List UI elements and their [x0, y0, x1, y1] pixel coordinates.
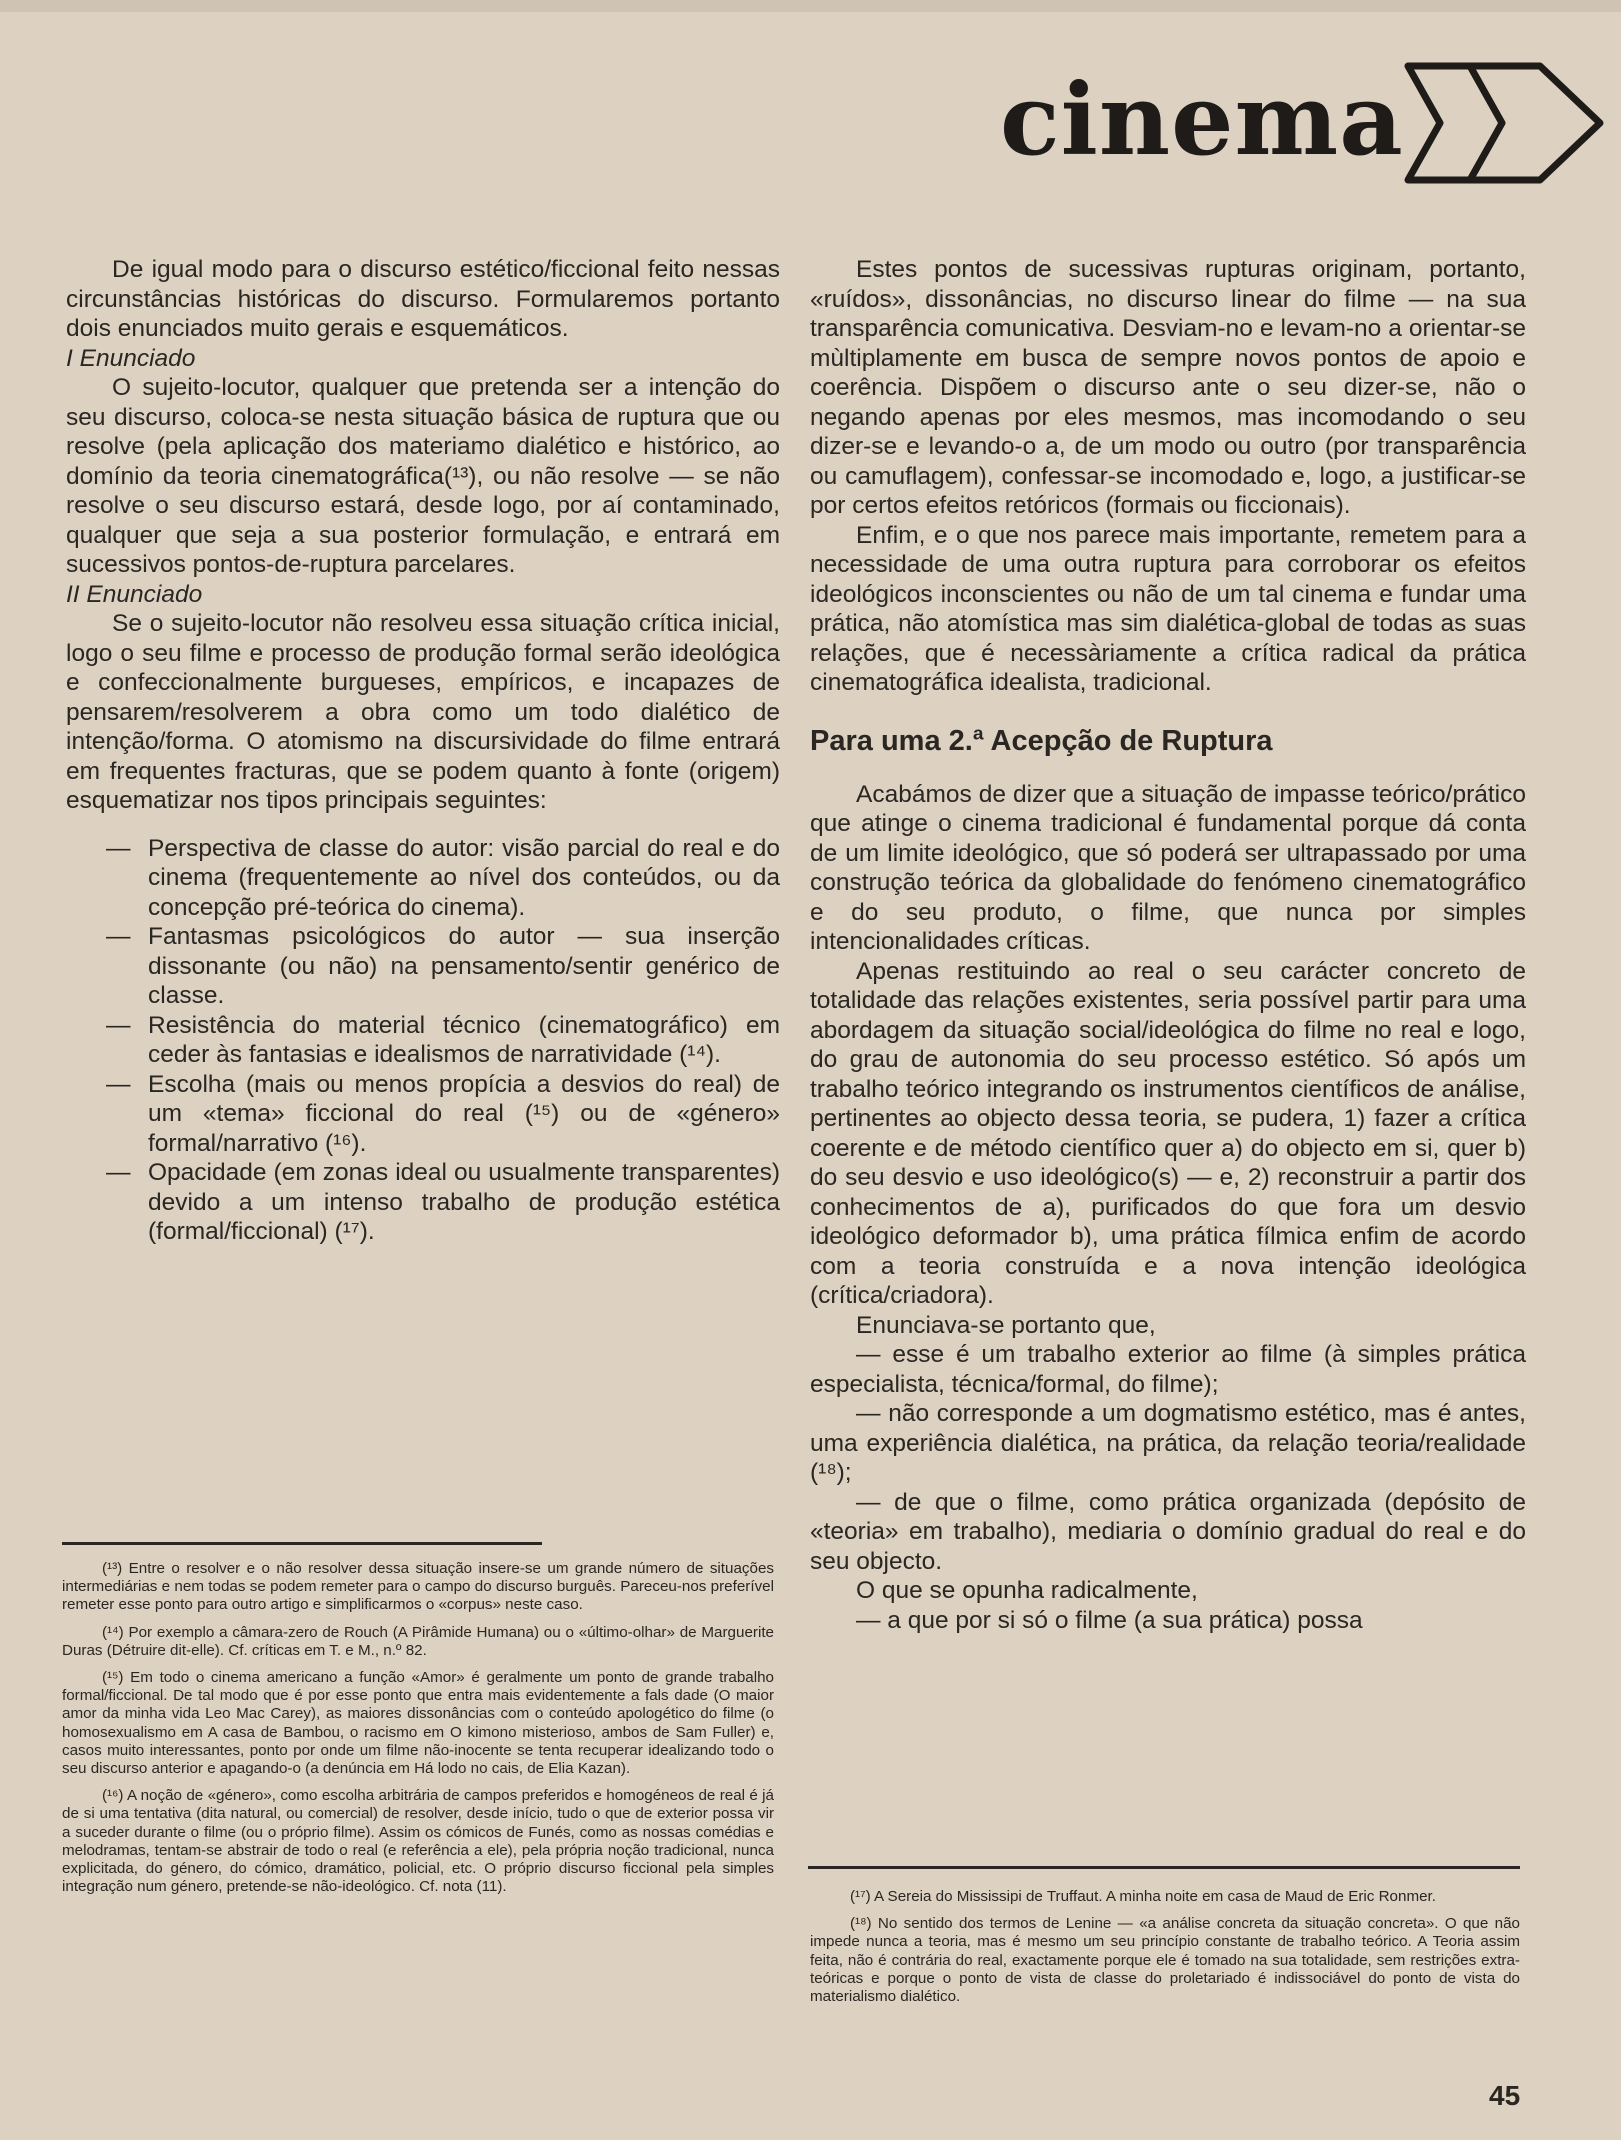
dash-marker: —: [106, 1070, 131, 1098]
page-number: 45: [1489, 2080, 1521, 2111]
heading-second-statement: II Enunciado: [66, 580, 203, 608]
first-statement-paragraph: O sujeito-locutor, qualquer que pretenda ser a intenção do seu discurso, coloca-se nesta situação básica de ruptura que ou resolve (pela aplicação dos materiamo dialético e histórico, ao domínio da teoria cinematográfica(¹³), ou não resolve — se não resolve o seu discurso estará, desde logo, por aí contaminado, qualquer que seja a sua posterior formulação, e entrará em sucessivos pontos-de-ruptura parcelares.: [66, 374, 780, 578]
left-column: [66, 255, 780, 1247]
page-top-edge: [0, 0, 1621, 12]
list-item: [66, 1070, 780, 1159]
impasse-paragraph: Acabámos de dizer que a situação de impasse teórico/prático que atinge o cinema tradicional é fundamental porque dá conta de um limite ideológico, que só poderá ser ultrapassado por uma construção teórica da globalidade do fenómeno cinematográfico e do seu produto, o filme, que nunca por simples intencionalidades críticas.: [810, 780, 1526, 955]
footnote: (¹⁶) A noção de «género», como escolha arbitrária de campos preferidos e homogéneos de real é já de si uma tentativa (dita natural, ou comercial) de resolver, desde início, tudo o que de exterior possa vir a suceder durante o filme (ou o próprio filme). Assim os cómicos de Funés, como as nossas comédias e melodramas, tentam-se abstrair de todo o real (e referência a ele), pela própria noção tradicional, nunca explicitada, do género, do cómico, dramático, policial, etc. O próprio discurso ficcional pela simples integração num género, pretende-se não-ideológico. Cf. nota (11).: [62, 1787, 774, 1896]
dash-marker: —: [106, 1011, 131, 1039]
statement-point: — não corresponde a um dogmatismo estético, mas é antes, uma experiência dialética, na prática, da relação teoria/realidade (¹⁸);: [810, 1400, 1526, 1486]
section-title: cinema: [1000, 63, 1404, 178]
footnote: (¹³) Entre o resolver e o não resolver dessa situação insere-se um grande número de situações intermediárias e nem todas se podem remeter para o campo do discurso burguês. Pareceu-nos preferível remeter esse ponto para outro artigo e simplificarmos o «corpus» neste caso.: [62, 1560, 774, 1614]
list-item-text: Opacidade (em zonas ideal ou usualmente transparentes) devido a um intenso trabalho de produção estética (formal/ficcional) (¹⁷).: [148, 1159, 780, 1245]
footnote-divider: [62, 1542, 542, 1545]
footnote: (¹⁴) Por exemplo a câmara-zero de Rouch (A Pirâmide Humana) ou o «último-olhar» de Marguerite Duras (Détruire dit-elle). Cf. críticas em T. e M., n.º 82.: [62, 1623, 774, 1659]
opposition-intro: O que se opunha radicalmente,: [856, 1577, 1198, 1604]
dash-marker: —: [106, 834, 131, 862]
right-column: [810, 255, 1526, 1635]
statement-intro: Enunciava-se portanto que,: [856, 1311, 1156, 1339]
list-item: [66, 1158, 780, 1247]
statement-point: — de que o filme, como prática organizada (depósito de «teoria» em trabalho), mediaria o domínio gradual do real e do seu objecto.: [810, 1488, 1526, 1575]
totality-paragraph: Apenas restituindo ao real o seu carácter concreto de totalidade das relações existentes, seria possível partir para uma abordagem da situação social/ideológica do filme no real e logo, do grau de autonomia do seu processo estético. Só após um trabalho teórico integrando os instrumentos científicos de análise, pertinentes ao objecto dessa teoria, se pudera, 1) fazer a crítica coerente e de método científico quer a) do objecto em si, quer b) do seu desvio e uso ideológico(s) — e, 2) reconstruir a partir dos conhecimentos de a), purificados do que fora um desvio ideológico deformador b), uma prática fílmica enfim de acordo com a teoria construída e a nova intenção ideológica (crítica/criadora).: [810, 957, 1526, 1309]
list-item-text: Perspectiva de classe do autor: visão parcial do real e do cinema (frequentemente ao nível dos conteúdos, ou da concepção pré-teórica do cinema).: [148, 834, 780, 921]
heading-first-statement: I Enunciado: [66, 344, 196, 372]
list-item: [66, 922, 780, 1011]
arrow-icon: [1400, 58, 1610, 188]
footnote: (¹⁵) Em todo o cinema americano a função «Amor» é geralmente um ponto de grande trabalho formal/ficcional. De tal modo que é por esse ponto que entra mais evidentemente a fals dade (O maior amor da minha vida Leo Mac Carey), as maiores dissonâncias com o conteúdo apologético do filme (o homosexualismo em A casa de Bambou, o racismo em O kimono misterioso, ambos de Sam Fuller) e, casos muito interessantes, ponto por onde um filme não-inocente se tenta recuperar idealizando todo o seu discurso anterior e apagando-o (a denúncia em Há lodo no cais, de Elia Kazan).: [62, 1669, 774, 1778]
list-item-text: Escolha (mais ou menos propícia a desvios do real) de um «tema» ficcional do real (¹⁵) ou de «género» formal/narrativo (¹⁶).: [148, 1070, 780, 1157]
footnote-divider: [808, 1866, 1520, 1869]
footnote: (¹⁷) A Sereia do Mississipi de Truffaut. A minha noite em casa de Maud de Eric Ronmer.: [850, 1888, 1436, 1905]
conclusion-paragraph: Enfim, e o que nos parece mais importante, remetem para a necessidade de uma outra ruptura para corroborar os efeitos ideológicos inconscientes ou não de um tal cinema e fundar uma prática, não atomística mas sim dialética-global de todas as suas relações, que é necessàriamente a crítica radical da prática cinematográfica idealista, tradicional.: [810, 521, 1526, 696]
second-statement-paragraph: Se o sujeito-locutor não resolveu essa situação crítica inicial, logo o seu filme e processo de produção formal serão ideológica e confeccionalmente burgueses, empíricos, e incapazes de pensarem/resolverem a obra como um todo dialético de intenção/forma. O atomismo na discursividade do filme entrará em frequentes fracturas, que se podem quanto à fonte (origem) esquematizar nos tipos principais seguintes:: [66, 610, 780, 814]
list-item: [66, 834, 780, 923]
section-heading: Para uma 2.ª Acepção de Ruptura: [810, 724, 1273, 757]
dash-marker: —: [106, 1159, 131, 1186]
footnote: (¹⁸) No sentido dos termos de Lenine — «a análise concreta da situação concreta». O que não impede nunca a teoria, mas é mesmo um seu princípio constante de trabalho teórico. A Teoria assim feita, não é contrária do real, exactamente porque ele é tomado na sua totalidade, sem restrições extra-teóricas e porque o ponto de vista de classe do proletariado é indissociável do ponto de vista do materialismo dialético.: [810, 1915, 1520, 2006]
list-item: [66, 1011, 780, 1070]
list-item-text: Resistência do material técnico (cinematográfico) em ceder às fantasias e idealismos de narratividade (¹⁴).: [148, 1011, 780, 1068]
opposition-point: — a que por si só o filme (a sua prática) possa: [856, 1606, 1363, 1634]
statement-point: — esse é um trabalho exterior ao filme (à simples prática especialista, técnica/formal, do filme);: [810, 1341, 1526, 1398]
dash-marker: —: [106, 923, 131, 950]
footnotes-right: [810, 1888, 1520, 2015]
ruptures-paragraph: Estes pontos de sucessivas rupturas originam, portanto, «ruídos», dissonâncias, no discurso linear do filme — na sua transparência comunicativa. Desviam-no e levam-no a orientar-se mùltiplamente em busca de sempre novos pontos de apoio e coerência. Dispõem o discurso ante o seu dizer-se, não o negando apenas por eles mesmos, mas incomodando o seu dizer-se e levando-o a, de um modo ou outro (por transparência ou camuflagem), confessar-se incomodado e, logo, a justificar-se por certos efeitos retóricos (formais ou ficcionais).: [810, 256, 1526, 519]
list-item-text: Fantasmas psicológicos do autor — sua inserção dissonante (ou não) na pensamento/sentir genérico de classe.: [148, 923, 780, 1009]
intro-paragraph: De igual modo para o discurso estético/ficcional feito nessas circunstâncias históricas do discurso. Formularemos portanto dois enunciados muito gerais e esquemáticos.: [66, 256, 780, 342]
footnotes-left: [62, 1560, 774, 1905]
